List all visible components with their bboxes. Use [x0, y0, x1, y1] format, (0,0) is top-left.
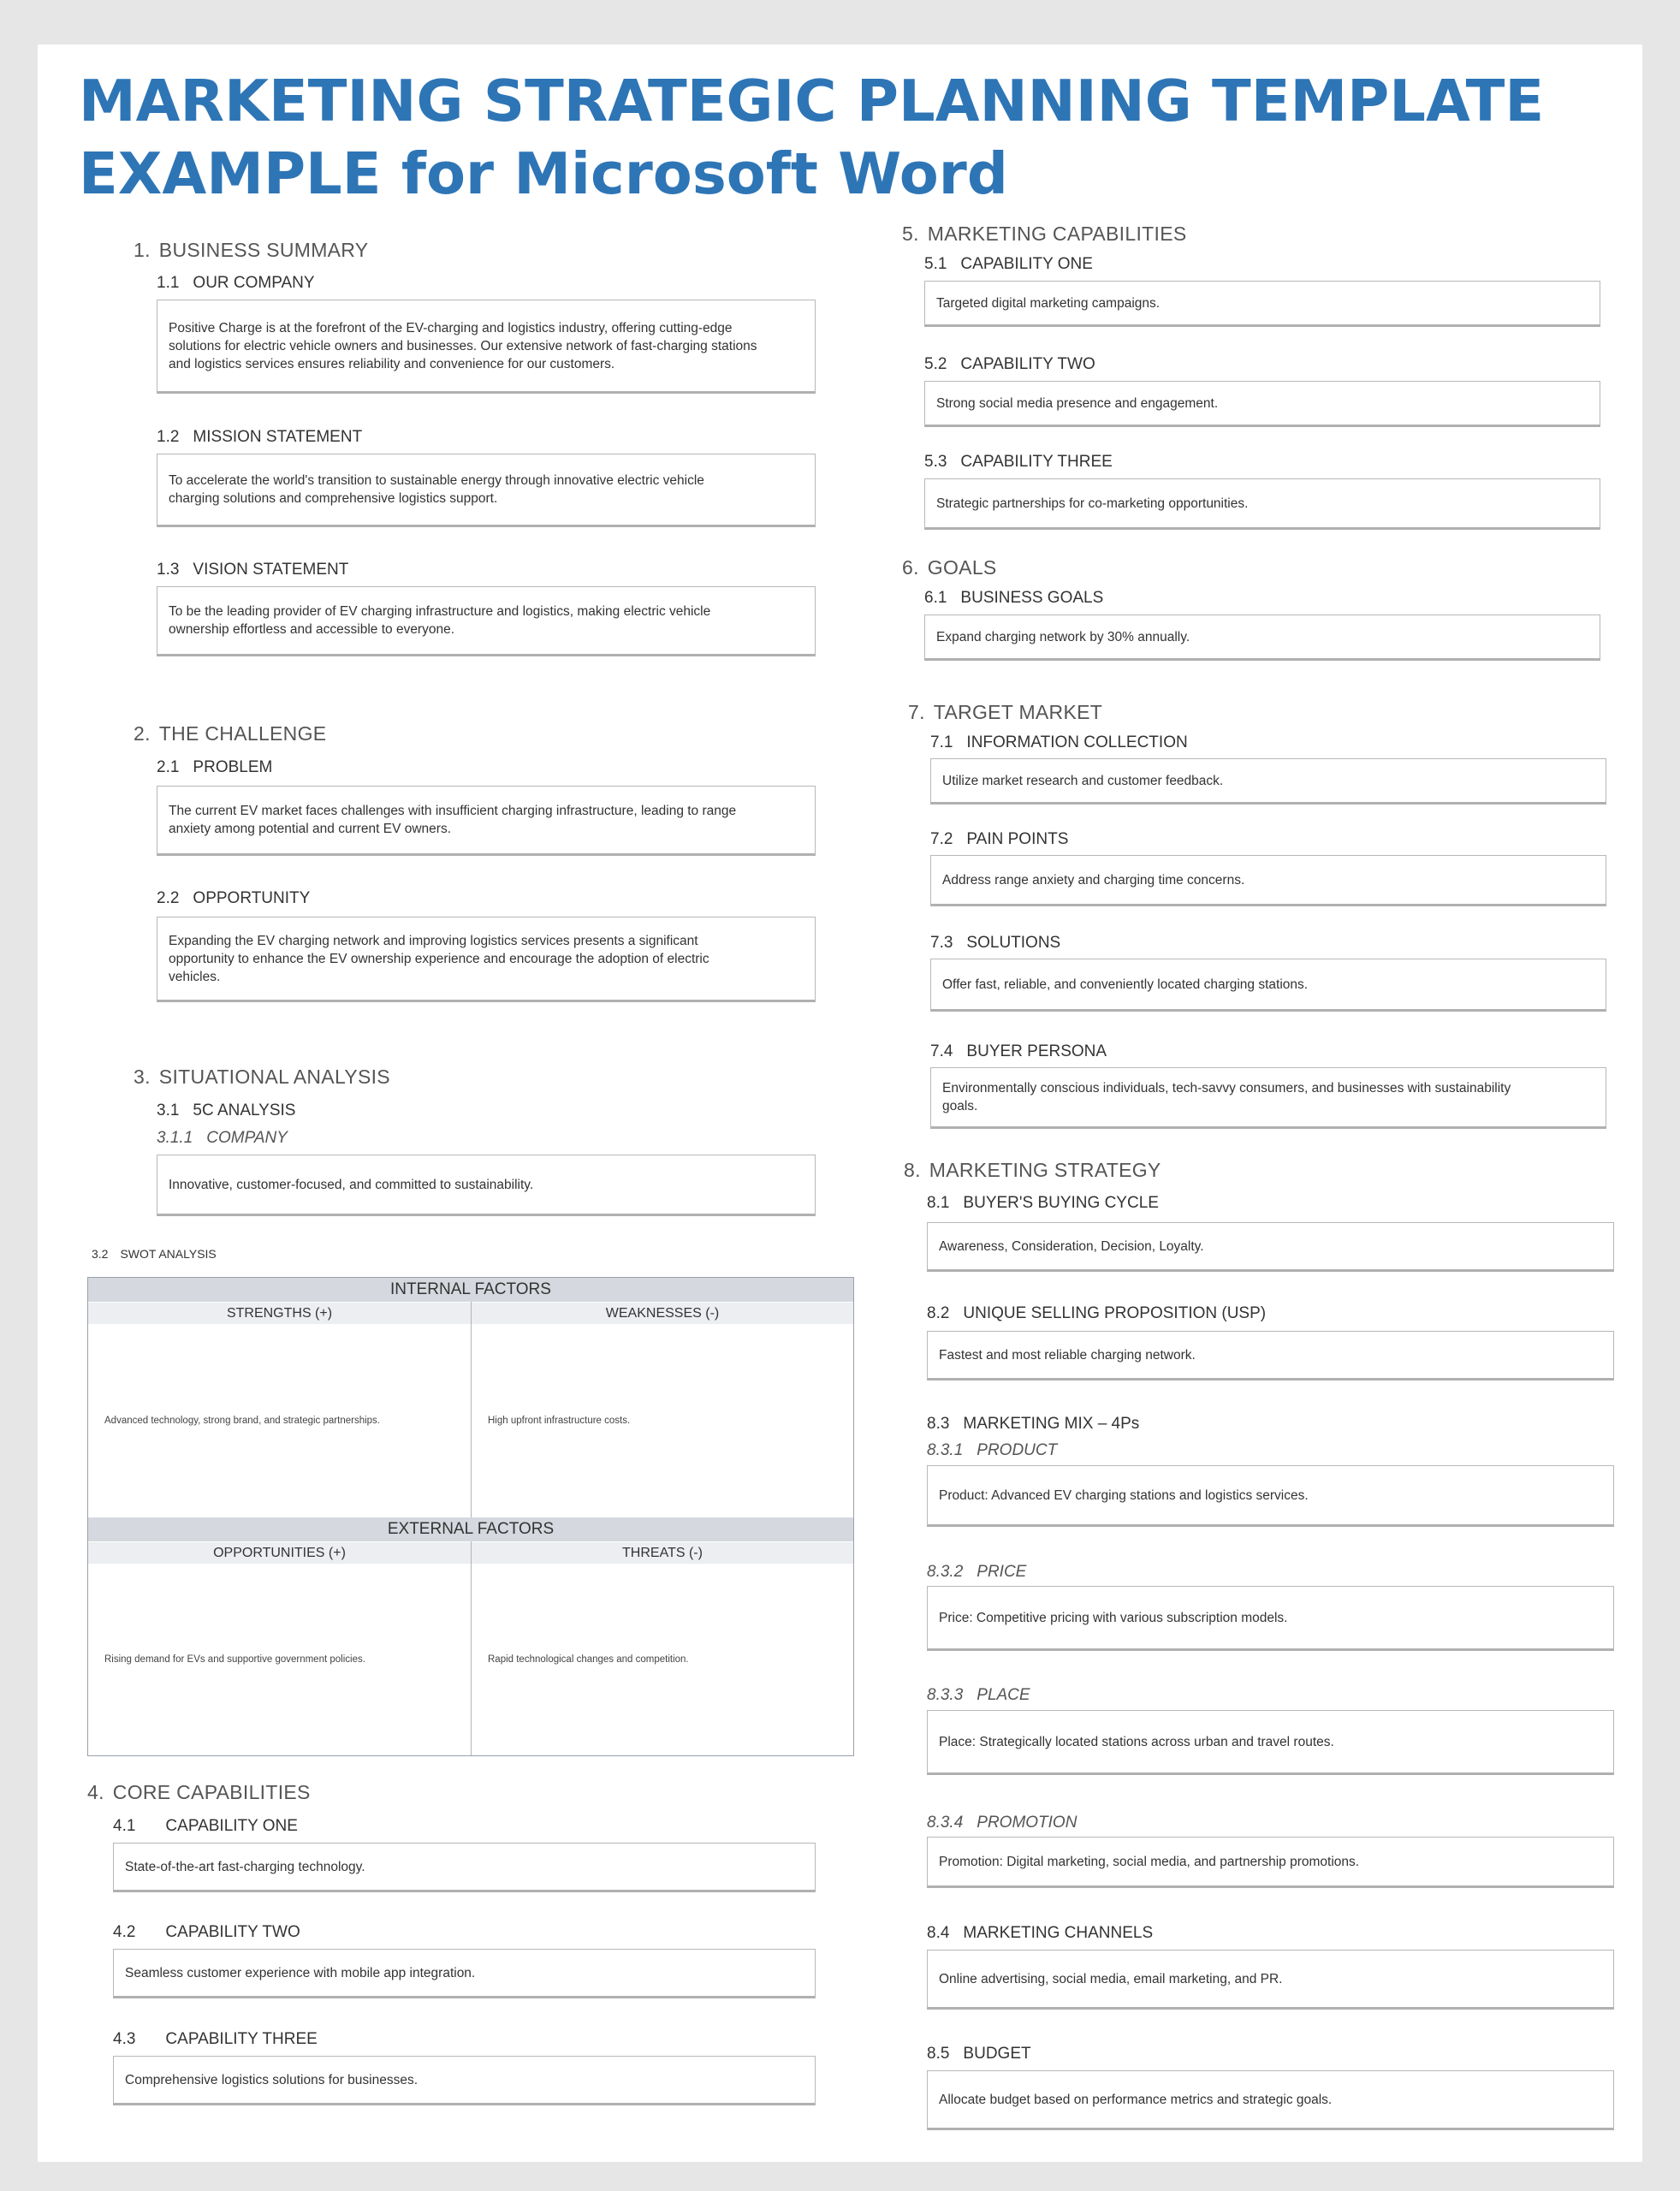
section-target-market-heading: 7. TARGET MARKET	[908, 701, 1103, 723]
swot-heading: 3.2 SWOT ANALYSIS	[92, 1247, 217, 1261]
subsection-vision-heading: 1.3 VISION STATEMENT	[157, 561, 349, 579]
marketing-capability-three-box[interactable]: Strategic partnerships for co-marketing opportunities.	[924, 478, 1600, 530]
problem-text-box[interactable]: The current EV market faces challenges with insufficient charging infrastructure, leading to range anxiety among potential and current EV owners.	[157, 786, 816, 856]
our-company-text-box[interactable]: Positive Charge is at the forefront of the EV-charging and logistics industry, offering cutting-edge solutions for electric vehicle owners and businesses. Our extensive network of fast-charging stations and logistics services ensures reliability and convenience for our customers.	[157, 300, 816, 394]
opportunity-text-box[interactable]: Expanding the EV charging network and improving logistics services presents a significant opportunity to enhance the EV ownership experience and encourage the adoption of electric vehicles.	[157, 917, 816, 1002]
core-capability-two-heading: 4.2 CAPABILITY TWO	[113, 1923, 300, 1941]
buyer-persona-box[interactable]: Environmentally conscious individuals, tech-savvy consumers, and businesses with sustainability goals.	[930, 1067, 1606, 1129]
information-collection-heading: 7.1 INFORMATION COLLECTION	[930, 733, 1188, 751]
buying-cycle-box[interactable]: Awareness, Consideration, Decision, Loyalty.	[927, 1222, 1614, 1272]
opportunities-cell[interactable]: Rising demand for EVs and supportive government policies.	[104, 1654, 365, 1665]
document-page	[38, 45, 1642, 2162]
section-core-capabilities-heading: 4. CORE CAPABILITIES	[87, 1781, 311, 1803]
information-collection-box[interactable]: Utilize market research and customer feedback.	[930, 758, 1606, 805]
budget-box[interactable]: Allocate budget based on performance metrics and strategic goals.	[927, 2070, 1614, 2130]
subsection-our-company-heading: 1.1 OUR COMPANY	[157, 274, 315, 292]
pain-points-box[interactable]: Address range anxiety and charging time concerns.	[930, 855, 1606, 906]
strengths-cell[interactable]: Advanced technology, strong brand, and strategic partnerships.	[104, 1416, 380, 1426]
swot-table	[87, 1277, 854, 1756]
price-box[interactable]: Price: Competitive pricing with various subscription models.	[927, 1586, 1614, 1651]
section-marketing-capabilities-heading: 5. MARKETING CAPABILITIES	[902, 223, 1187, 245]
external-factors-band: EXTERNAL FACTORS	[88, 1517, 853, 1541]
weaknesses-cell[interactable]: High upfront infrastructure costs.	[488, 1416, 631, 1426]
core-capability-three-heading: 4.3 CAPABILITY THREE	[113, 2030, 318, 2048]
company-text-box[interactable]: Innovative, customer-focused, and committed to sustainability.	[157, 1155, 816, 1216]
mission-text-box[interactable]: To accelerate the world's transition to sustainable energy through innovative electric vehicle charging solutions and comprehensive logistics support.	[157, 454, 816, 527]
pain-points-heading: 7.2 PAIN POINTS	[930, 830, 1069, 848]
core-capability-one-heading: 4.1 CAPABILITY ONE	[113, 1817, 298, 1835]
marketing-capability-three-heading: 5.3 CAPABILITY THREE	[924, 453, 1113, 471]
section-business-summary-heading: 1. BUSINESS SUMMARY	[134, 239, 369, 261]
promotion-heading: 8.3.4 PROMOTION	[927, 1814, 1077, 1832]
business-goals-heading: 6.1 BUSINESS GOALS	[924, 589, 1104, 607]
marketing-capability-one-box[interactable]: Targeted digital marketing campaigns.	[924, 281, 1600, 327]
promotion-box[interactable]: Promotion: Digital marketing, social media, and partnership promotions.	[927, 1837, 1614, 1888]
budget-heading: 8.5 BUDGET	[927, 2045, 1031, 2063]
section-situational-heading: 3. SITUATIONAL ANALYSIS	[134, 1066, 390, 1088]
marketing-capability-two-heading: 5.2 CAPABILITY TWO	[924, 355, 1095, 373]
page-title	[79, 65, 1544, 211]
title-line-2: EXAMPLE for Microsoft Word	[79, 140, 1008, 207]
marketing-channels-heading: 8.4 MARKETING CHANNELS	[927, 1924, 1154, 1942]
strengths-header: STRENGTHS (+)	[88, 1302, 471, 1324]
marketing-capability-two-box[interactable]: Strong social media presence and engagement.	[924, 381, 1600, 427]
marketing-capability-one-heading: 5.1 CAPABILITY ONE	[924, 255, 1093, 273]
subsection-company-heading: 3.1.1 COMPANY	[157, 1129, 288, 1147]
product-box[interactable]: Product: Advanced EV charging stations and logistics services.	[927, 1465, 1614, 1527]
business-goals-box[interactable]: Expand charging network by 30% annually.	[924, 615, 1600, 661]
usp-box[interactable]: Fastest and most reliable charging network.	[927, 1331, 1614, 1381]
core-capability-one-box[interactable]: State-of-the-art fast-charging technology.	[113, 1843, 816, 1892]
buying-cycle-heading: 8.1 BUYER'S BUYING CYCLE	[927, 1194, 1159, 1212]
usp-heading: 8.2 UNIQUE SELLING PROPOSITION (USP)	[927, 1304, 1267, 1322]
subsection-mission-heading: 1.2 MISSION STATEMENT	[157, 428, 363, 446]
internal-factors-band: INTERNAL FACTORS	[88, 1278, 853, 1302]
price-heading: 8.3.2 PRICE	[927, 1563, 1027, 1581]
opportunities-header: OPPORTUNITIES (+)	[88, 1541, 471, 1564]
place-heading: 8.3.3 PLACE	[927, 1686, 1030, 1704]
section-marketing-strategy-heading: 8. MARKETING STRATEGY	[904, 1159, 1161, 1181]
title-line-1: MARKETING STRATEGIC PLANNING TEMPLATE	[79, 68, 1545, 134]
weaknesses-header: WEAKNESSES (-)	[472, 1302, 853, 1324]
subsection-opportunity-heading: 2.2 OPPORTUNITY	[157, 889, 311, 907]
core-capability-two-box[interactable]: Seamless customer experience with mobile app integration.	[113, 1949, 816, 1998]
section-challenge-heading: 2. THE CHALLENGE	[134, 722, 327, 745]
place-box[interactable]: Place: Strategically located stations across urban and travel routes.	[927, 1710, 1614, 1775]
product-heading: 8.3.1 PRODUCT	[927, 1441, 1058, 1459]
solutions-heading: 7.3 SOLUTIONS	[930, 934, 1061, 952]
solutions-box[interactable]: Offer fast, reliable, and conveniently located charging stations.	[930, 959, 1606, 1012]
threats-cell[interactable]: Rapid technological changes and competition.	[488, 1654, 689, 1665]
buyer-persona-heading: 7.4 BUYER PERSONA	[930, 1042, 1107, 1060]
threats-header: THREATS (-)	[472, 1541, 853, 1564]
section-goals-heading: 6. GOALS	[902, 556, 997, 579]
vision-text-box[interactable]: To be the leading provider of EV charging infrastructure and logistics, making electric vehicle ownership effortless and accessible to everyone.	[157, 586, 816, 656]
subsection-5c-heading: 3.1 5C ANALYSIS	[157, 1101, 296, 1119]
core-capability-three-box[interactable]: Comprehensive logistics solutions for businesses.	[113, 2056, 816, 2105]
subsection-problem-heading: 2.1 PROBLEM	[157, 758, 273, 776]
marketing-channels-box[interactable]: Online advertising, social media, email marketing, and PR.	[927, 1950, 1614, 2010]
marketing-mix-heading: 8.3 MARKETING MIX – 4Ps	[927, 1415, 1140, 1433]
